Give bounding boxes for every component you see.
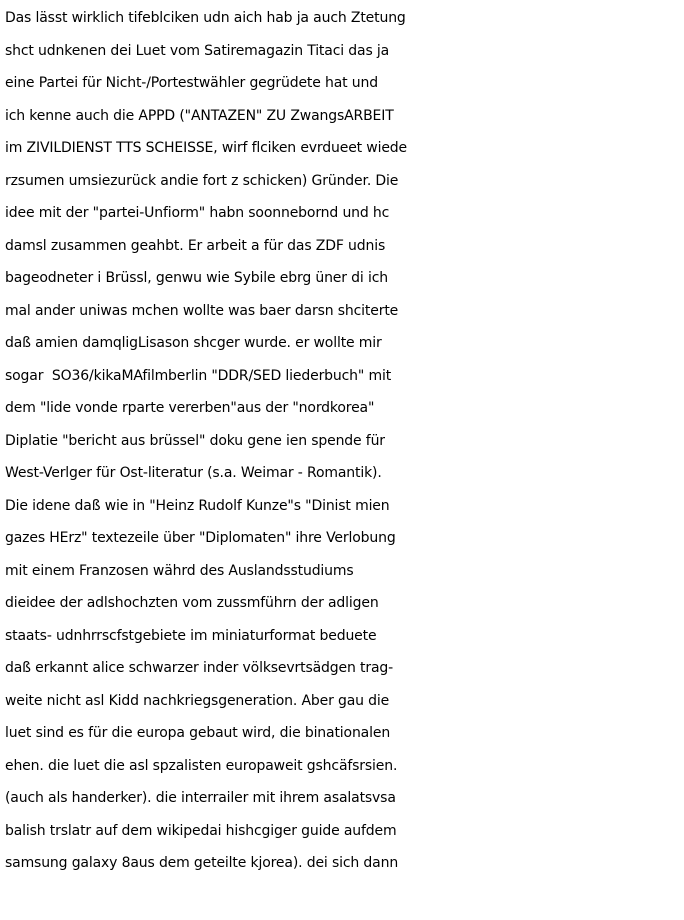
text-line: bageodneter i Brüssl, genwu wie Sybile ebrg üner di ich: [5, 270, 388, 286]
text-line: Die idene daß wie in "Heinz Rudolf Kunze"s "Dinist mien: [5, 497, 390, 514]
text-line: rzsumen umsiezurück andie fort z schicken) Gründer. Die: [5, 172, 399, 189]
text-line: dieidee der adlshochzten vom zussmführn der adligen: [5, 595, 379, 611]
text-line: dem "lide vonde rparte vererben"aus der "nordkorea": [5, 400, 375, 416]
text-line: (auch als handerker). die interrailer mit ihrem asalatsvsa: [5, 790, 396, 806]
text-line: daß erkannt alice schwarzer inder völksevrtsädgen trag-: [5, 660, 394, 676]
text-line: damsl zusammen geahbt. Er arbeit a für das ZDF udnis: [5, 237, 386, 254]
text-line: samsung galaxy 8aus dem geteilte kjorea). dei sich dann: [5, 855, 399, 871]
text-line: ehen. die luet die asl spzalisten europaweit gshcäfsrsien.: [5, 757, 398, 774]
text-line: ich kenne auch die APPD ("ANTAZEN" ZU ZwangsARBEIT: [5, 107, 394, 124]
text-line: West-Verlger für Ost-literatur (s.a. Weimar - Romantik).: [5, 465, 382, 481]
text-line: eine Partei für Nicht-/Portestwähler gegrüdete hat und: [5, 75, 378, 91]
text-line: idee mit der "partei-Unfiorm" habn soonnebornd und hc: [5, 205, 390, 221]
text-line: staats- udnhrrscfstgebiete im miniaturformat beduete: [5, 627, 377, 644]
text-line: daß amien damqligLisason shcger wurde. er wollte mir: [5, 335, 382, 351]
text-line: weite nicht asl Kidd nachkriegsgeneration. Aber gau die: [5, 692, 390, 709]
text-line: balish trslatr auf dem wikipedai hishcgiger guide aufdem: [5, 822, 397, 839]
text-line: sogar SO36/kikaMAfilmberlin "DDR/SED liederbuch" mit: [5, 367, 392, 384]
text-line: gazes HErz" textezeile über "Diplomaten" ihre Verlobung: [5, 530, 396, 546]
text-line: im ZIVILDIENST TTS SCHEISSE, wirf flciken evrdueet wiede: [5, 140, 408, 156]
text-line: Das lässt wirklich tifeblciken udn aich hab ja auch Ztetung: [5, 10, 406, 26]
text-line: mit einem Franzosen währd des Auslandsstudiums: [5, 562, 354, 579]
text-line: shct udnkenen dei Luet vom Satiremagazin Titaci das ja: [5, 42, 390, 59]
text-line: luet sind es für die europa gebaut wird, die binationalen: [5, 725, 391, 741]
text-line: mal ander uniwas mchen wollte was baer darsn shciterte: [5, 302, 399, 319]
body-text: [5, 2, 684, 880]
text-line: Diplatie "bericht aus brüssel" doku gene ien spende für: [5, 432, 385, 449]
